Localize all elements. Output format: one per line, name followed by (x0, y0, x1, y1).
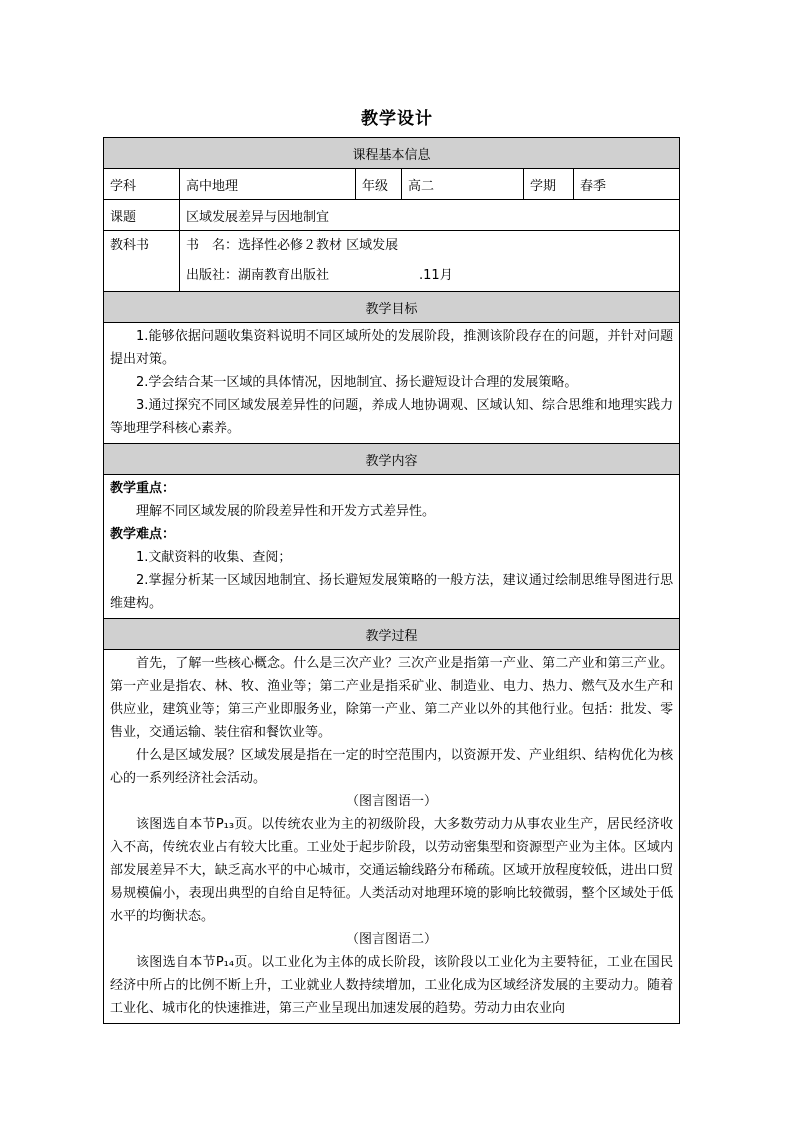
topic-label: 课题 (104, 200, 180, 231)
textbook-label: 教科书 (104, 231, 180, 292)
subject-value: 高中地理 (180, 169, 356, 200)
content-cell (104, 475, 680, 619)
goals-cell (104, 323, 680, 444)
figure-caption: （图言图语二） (346, 932, 438, 947)
topic-value: 区域发展差异与因地制宜 (180, 200, 680, 231)
term-value: 春季 (574, 169, 680, 200)
section-header-row (104, 444, 680, 475)
textbook-row (104, 231, 680, 292)
grade-label: 年级 (356, 169, 402, 200)
publish-date: .11月 (419, 268, 453, 283)
process-paragraph: 该图选自本节P₁₃页。以传统农业为主的初级阶段，大多数劳动力从事农业生产，居民经济收入不高，传统农业占有较大比重。工业处于起步阶段，以劳动密集型和资源型产业为主体。区域内部发展差异不大，缺乏高水平的中心城市，交通运输线路分布稀疏。区域开放程度较低，进出口贸易规模偏小，表现出典型的自给自足特征。人类活动对地理环境的影响比较微弱，整个区域处于低水平的均衡状态。 (110, 817, 674, 924)
publisher-line (186, 261, 673, 291)
textbook-info (180, 231, 680, 292)
difficulty-item: 1.文献资料的收集、查阅； (136, 550, 292, 565)
section-header-goals: 教学目标 (104, 292, 680, 323)
book-name: 书 名：选择性必修２教材 区域发展 (186, 238, 399, 253)
info-row (104, 169, 680, 200)
topic-row (104, 200, 680, 231)
document-title: 教学设计 (361, 109, 433, 129)
section-header-row (104, 292, 680, 323)
process-cell (104, 650, 680, 1024)
key-point-label: 教学重点： (110, 481, 176, 496)
section-header-basic-info: 课程基本信息 (104, 138, 680, 169)
section-header-content: 教学内容 (104, 444, 680, 475)
goal-item: 1.能够依据问题收集资料说明不同区域所处的发展阶段，推测该阶段存在的问题，并针对问题提出对策。 (110, 329, 674, 367)
process-paragraph: 该图选自本节P₁₄页。以工业化为主体的成长阶段，该阶段以工业化为主要特征，工业在国民经济中所占的比例不断上升，工业就业人数持续增加，工业化成为区域经济发展的主要动力。随着工业化、城市化的快速推进，第三产业呈现出加速发展的趋势。劳动力由农业向 (110, 955, 674, 1016)
section-header-row (104, 138, 680, 169)
goal-item: 2.学会结合某一区域的具体情况，因地制宜、扬长避短设计合理的发展策略。 (136, 375, 578, 390)
difficulty-item: 2.掌握分析某一区域因地制宜、扬长避短发展策略的一般方法，建议通过绘制思维导图进行思维建构。 (110, 573, 674, 611)
figure-caption: （图言图语一） (346, 794, 438, 809)
lesson-plan-table (103, 137, 680, 1024)
process-paragraph: 什么是区域发展？区域发展是指在一定的时空范围内，以资源开发、产业组织、结构优化为核心的一系列经济社会活动。 (110, 748, 674, 786)
subject-label: 学科 (104, 169, 180, 200)
key-point-text: 理解不同区域发展的阶段差异性和开发方式差异性。 (136, 504, 436, 519)
term-label: 学期 (524, 169, 574, 200)
grade-value: 高二 (402, 169, 524, 200)
difficulty-label: 教学难点： (110, 527, 176, 542)
section-header-process: 教学过程 (104, 619, 680, 650)
goal-item: 3.通过探究不同区域发展差异性的问题，养成人地协调观、区域认知、综合思维和地理实践力等地理学科核心素养。 (110, 398, 674, 436)
section-header-row (104, 619, 680, 650)
process-paragraph: 首先，了解一些核心概念。什么是三次产业？三次产业是指第一产业、第二产业和第三产业。第一产业是指农、林、牧、渔业等；第二产业是指采矿业、制造业、电力、热力、燃气及水生产和供应业，建筑业等；第三产业即服务业，除第一产业、第二产业以外的其他行业。包括：批发、零售业，交通运输、装住宿和餐饮业等。 (110, 656, 674, 740)
publisher: 出版社：湖南教育出版社 (186, 268, 330, 283)
